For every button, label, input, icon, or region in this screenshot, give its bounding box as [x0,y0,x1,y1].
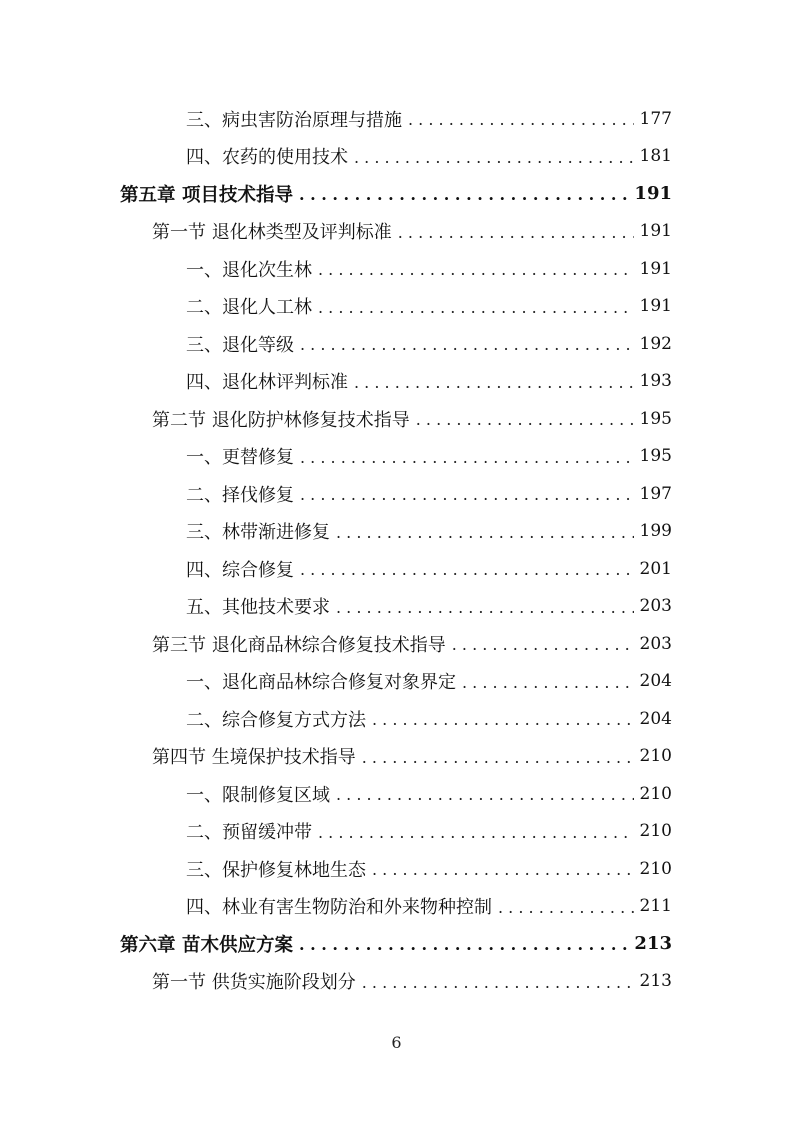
toc-dot-leader [416,410,634,429]
toc-dot-leader [452,635,634,654]
toc-entry-page: 210 [639,783,672,804]
toc-dot-leader [318,298,634,317]
toc-entry-title: 四、退化林评判标准 [186,372,348,394]
toc-dot-leader [354,373,634,392]
toc-section-title: 第二节 退化防护林修复技术指导 [152,409,410,431]
toc-chapter-entry[interactable] [0,175,793,213]
toc-entry-page: 191 [639,221,672,242]
toc-entry-title: 二、综合修复方式方法 [186,709,366,731]
toc-entry-page: 201 [639,558,672,579]
toc-entry[interactable] [0,138,793,176]
toc-section-title: 第三节 退化商品林综合修复技术指导 [152,634,446,656]
toc-entry[interactable] [0,663,793,701]
toc-entry[interactable] [0,775,793,813]
toc-entry-page: 210 [639,746,672,767]
toc-entry-title: 五、其他技术要求 [186,597,330,619]
toc-chapter-title: 第六章 苗木供应方案 [120,934,293,956]
toc-entry-title: 三、保护修复林地生态 [186,859,366,881]
toc-entry[interactable] [0,513,793,551]
toc-entry[interactable] [0,813,793,851]
toc-entry[interactable] [0,363,793,401]
toc-dot-leader [299,935,628,954]
toc-dot-leader [372,860,634,879]
toc-dot-leader [354,148,634,167]
toc-chapter-entry[interactable] [0,925,793,963]
toc-section-entry[interactable] [0,963,793,1001]
toc-entry-page: 197 [639,483,672,504]
toc-entry-page: 203 [639,596,672,617]
toc-entry-page: 195 [639,446,672,467]
toc-entry[interactable] [0,700,793,738]
toc-entry-page: 213 [639,971,672,992]
toc-entry-page: 203 [639,633,672,654]
toc-entry[interactable] [0,438,793,476]
toc-section-entry[interactable] [0,213,793,251]
toc-dot-leader [299,185,628,204]
toc-dot-leader [336,598,634,617]
toc-entry-title: 二、预留缓冲带 [186,822,312,844]
toc-entry-page: 191 [634,183,672,205]
toc-dot-leader [398,223,634,242]
toc-dot-leader [362,973,634,992]
toc-entry-page: 195 [639,408,672,429]
toc-dot-leader [498,898,634,917]
toc-entry[interactable] [0,888,793,926]
toc-dot-leader [300,560,634,579]
toc-dot-leader [300,448,634,467]
toc-entry-title: 三、林带渐进修复 [186,522,330,544]
toc-entry-page: 204 [639,671,672,692]
toc-section-title: 第一节 供货实施阶段划分 [152,972,356,994]
toc-entry-page: 181 [639,146,672,167]
toc-dot-leader [318,260,634,279]
toc-section-title: 第一节 退化林类型及评判标准 [152,222,392,244]
toc-entry[interactable] [0,550,793,588]
toc-entry-page: 199 [639,521,672,542]
toc-entry-page: 192 [639,333,672,354]
toc-entry-page: 213 [634,933,672,955]
toc-chapter-title: 第五章 项目技术指导 [120,184,293,206]
toc-dot-leader [336,785,634,804]
toc-entry-title: 四、林业有害生物防治和外来物种控制 [186,897,492,919]
toc-dot-leader [318,823,634,842]
toc-dot-leader [408,110,634,129]
toc-entry-title: 一、退化商品林综合修复对象界定 [186,672,456,694]
toc-entry[interactable] [0,288,793,326]
toc-entry-title: 一、限制修复区域 [186,784,330,806]
toc-entry[interactable] [0,100,793,138]
toc-entry-page: 191 [639,258,672,279]
toc-entry-page: 210 [639,821,672,842]
toc-entry-page: 193 [639,371,672,392]
toc-entry[interactable] [0,475,793,513]
toc-entry-title: 一、更替修复 [186,447,294,469]
toc-dot-leader [462,673,634,692]
toc-dot-leader [300,335,634,354]
toc-section-title: 第四节 生境保护技术指导 [152,747,356,769]
toc-entry-page: 191 [639,296,672,317]
toc-entry-title: 三、病虫害防治原理与措施 [186,109,402,131]
toc-entry-title: 三、退化等级 [186,334,294,356]
toc-section-entry[interactable] [0,738,793,776]
table-of-contents [0,100,793,1000]
page-number: 6 [391,1033,402,1052]
toc-entry-page: 204 [639,708,672,729]
toc-entry-page: 177 [639,108,672,129]
toc-dot-leader [362,748,634,767]
toc-entry[interactable] [0,850,793,888]
toc-entry[interactable] [0,588,793,626]
toc-section-entry[interactable] [0,400,793,438]
toc-entry-title: 二、退化人工林 [186,297,312,319]
toc-entry[interactable] [0,325,793,363]
toc-entry-title: 二、择伐修复 [186,484,294,506]
toc-entry-page: 210 [639,858,672,879]
toc-entry-title: 一、退化次生林 [186,259,312,281]
toc-entry-page: 211 [639,896,672,917]
toc-dot-leader [336,523,634,542]
toc-entry[interactable] [0,250,793,288]
toc-dot-leader [300,485,634,504]
toc-dot-leader [372,710,634,729]
toc-entry-title: 四、综合修复 [186,559,294,581]
toc-section-entry[interactable] [0,625,793,663]
toc-entry-title: 四、农药的使用技术 [186,147,348,169]
